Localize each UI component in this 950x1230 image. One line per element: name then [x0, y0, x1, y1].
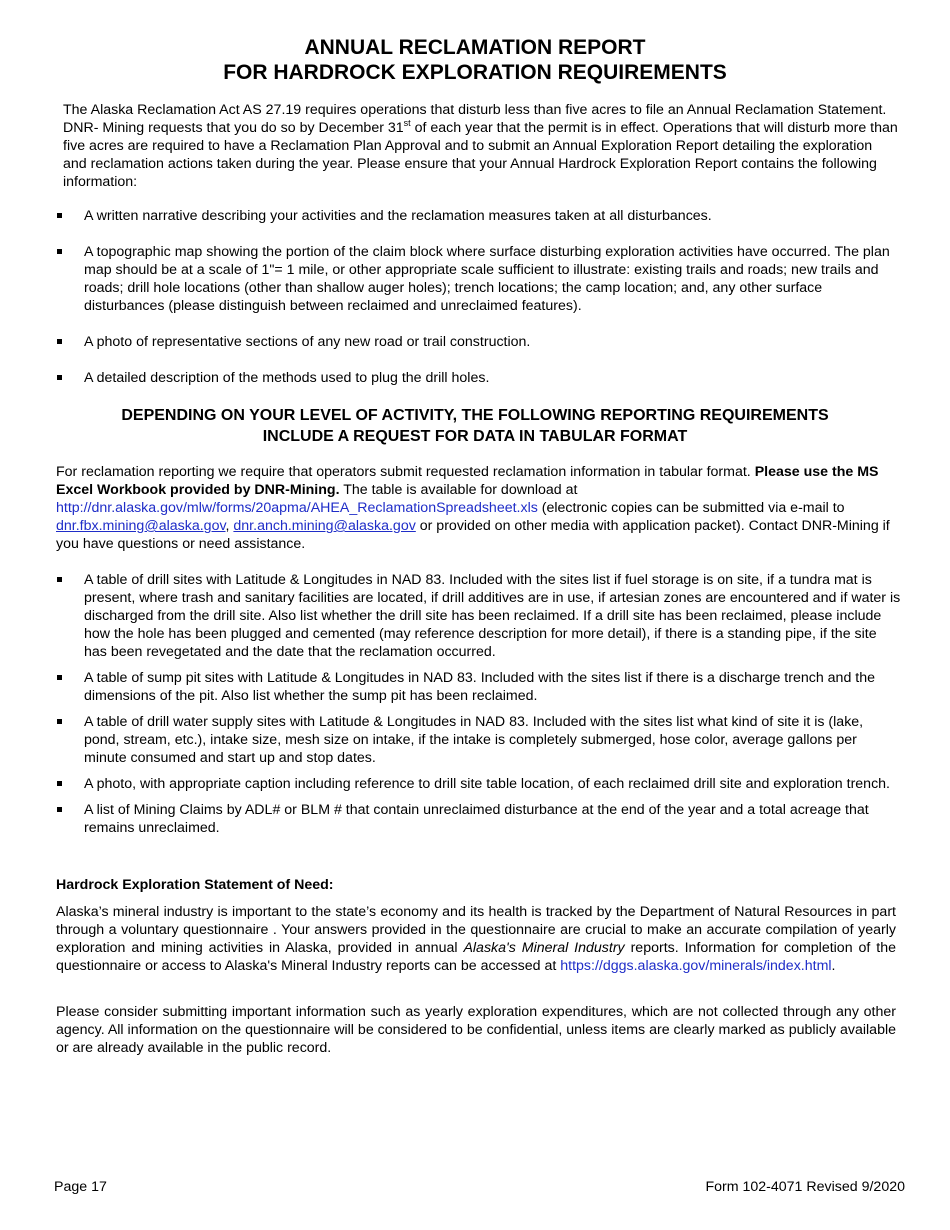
- statement-text-b: reports. Information for completion of the questionnaire or access to Alaska's Mineral Industry reports can be accessed at: [56, 940, 896, 974]
- anchorage-email-link[interactable]: dnr.anch.mining@alaska.gov: [233, 518, 416, 534]
- document-title: [0, 35, 950, 85]
- reporting-text-1: For reclamation reporting we require that operators submit requested reclamation information in tabular format.: [56, 464, 755, 480]
- tabular-item: A table of drill water supply sites with Latitude & Longitudes in NAD 83. Included with the sites list what kind of site it is (lake, pond, stream, etc.), intake size, mesh size on intake, if the intake is completely submerged, hose color, average gallons per minute consumed and start up and stop dates.: [56, 713, 901, 767]
- spreadsheet-download-link[interactable]: http://dnr.alaska.gov/mlw/forms/20apma/AHEA_ReclamationSpreadsheet.xls: [56, 500, 538, 516]
- intro-text-1: The Alaska Reclamation Act AS 27.19 requires operations that disturb less than five acres to file an Annual Reclamation Statement. DNR- Mining requests that you do so by December 31: [63, 102, 887, 136]
- statement-text-end: .: [831, 958, 836, 974]
- dggs-minerals-link[interactable]: https://dggs.alaska.gov/minerals/index.html: [560, 958, 832, 974]
- reporting-paragraph: [56, 463, 901, 553]
- tabular-item: A table of drill sites with Latitude & Longitudes in NAD 83. Included with the sites list if fuel storage is on site, if a tundra mat is present, where trash and sanitary facilities are located, if drill additives are in use, if artesian zones are encountered and if water is discharged from the drill site. Also list whether the drill site has been reclaimed. If a drill site has been reclaimed, please include how the hole has been plugged and cemented (may reference description for more detail), if there is a standing pipe, if the site has been revegetated and the date that the reclamation occurred.: [56, 571, 901, 661]
- reporting-text-2: The table is available for download at: [339, 482, 578, 498]
- intro-text-2: of each year that the permit is in effect. Operations that will disturb more than five acres are required to have a Reclamation Plan Approval and to submit an Annual Exploration Report detailing the exploration and reclamation actions taken during the year. Please ensure that your Annual Hardrock Exploration Report contains the following information:: [63, 120, 898, 190]
- requirement-item: A written narrative describing your activities and the reclamation measures taken at all disturbances.: [56, 207, 901, 225]
- statement-paragraph-1: [56, 903, 896, 975]
- reporting-separator: ,: [225, 518, 234, 534]
- tabular-item: A photo, with appropriate caption including reference to drill site table location, of each reclaimed drill site and exploration trench.: [56, 775, 901, 793]
- reporting-bold-instruction: Please use the MS Excel Workbook provided by DNR-Mining.: [56, 464, 879, 498]
- reporting-text-4: or provided on other media with application packet). Contact DNR-Mining if you have questions or need assistance.: [56, 518, 890, 552]
- tabular-requirements-heading: [60, 405, 890, 447]
- form-number: Form 102-4071 Revised 9/2020: [705, 1179, 905, 1195]
- tabular-heading-line-1: DEPENDING ON YOUR LEVEL OF ACTIVITY, THE FOLLOWING REPORTING REQUIREMENTS: [121, 407, 829, 424]
- intro-superscript: st: [403, 118, 411, 128]
- fairbanks-email-link[interactable]: dnr.fbx.mining@alaska.gov: [56, 518, 226, 534]
- statement-paragraph-2: Please consider submitting important information such as yearly exploration expenditures, which are not collected through any other agency. All information on the questionnaire will be considered to be confidential, unless items are clearly marked as publicly available or are already available in the public record.: [56, 1004, 896, 1056]
- tabular-item: A table of sump pit sites with Latitude & Longitudes in NAD 83. Included with the sites list if there is a discharge trench and the dimensions of the pit. Also list whether the sump pit has been reclaimed.: [56, 669, 901, 705]
- requirement-item: A topographic map showing the portion of the claim block where surface disturbing exploration activities have occurred. The plan map should be at a scale of 1"= 1 mile, or other appropriate scale sufficient to illustrate: existing trails and roads; new trails and roads; drill hole locations (other than shallow auger holes); trench locations; the camp location; and, any other surface disturbances (please distinguish between reclaimed and unreclaimed features).: [56, 243, 901, 315]
- page-number: Page 17: [54, 1179, 107, 1195]
- tabular-items-list: [56, 571, 901, 845]
- requirement-item: A photo of representative sections of any new road or trail construction.: [56, 333, 901, 351]
- reporting-text-3: (electronic copies can be submitted via e-mail to: [537, 500, 845, 516]
- publication-title: Alaska's Mineral Industry: [463, 940, 625, 956]
- statement-of-need-heading: Hardrock Exploration Statement of Need:: [56, 877, 334, 893]
- statement-text-a: Alaska’s mineral industry is important to the state’s economy and its health is tracked by the Department of Natural Resources in part through a voluntary questionnaire . Your answers provided in the questionnaire are crucial to make an accurate compilation of yearly exploration and mining activities in Alaska, provided in annual: [56, 904, 896, 956]
- requirements-list: [56, 207, 901, 405]
- title-line-1: ANNUAL RECLAMATION REPORT: [304, 36, 646, 59]
- tabular-heading-line-2: INCLUDE A REQUEST FOR DATA IN TABULAR FORMAT: [262, 428, 688, 445]
- intro-paragraph: [63, 101, 898, 191]
- title-line-2: FOR HARDROCK EXPLORATION REQUIREMENTS: [223, 61, 727, 84]
- requirement-item: A detailed description of the methods used to plug the drill holes.: [56, 369, 901, 387]
- tabular-item: A list of Mining Claims by ADL# or BLM # that contain unreclaimed disturbance at the end of the year and a total acreage that remains unreclaimed.: [56, 801, 901, 837]
